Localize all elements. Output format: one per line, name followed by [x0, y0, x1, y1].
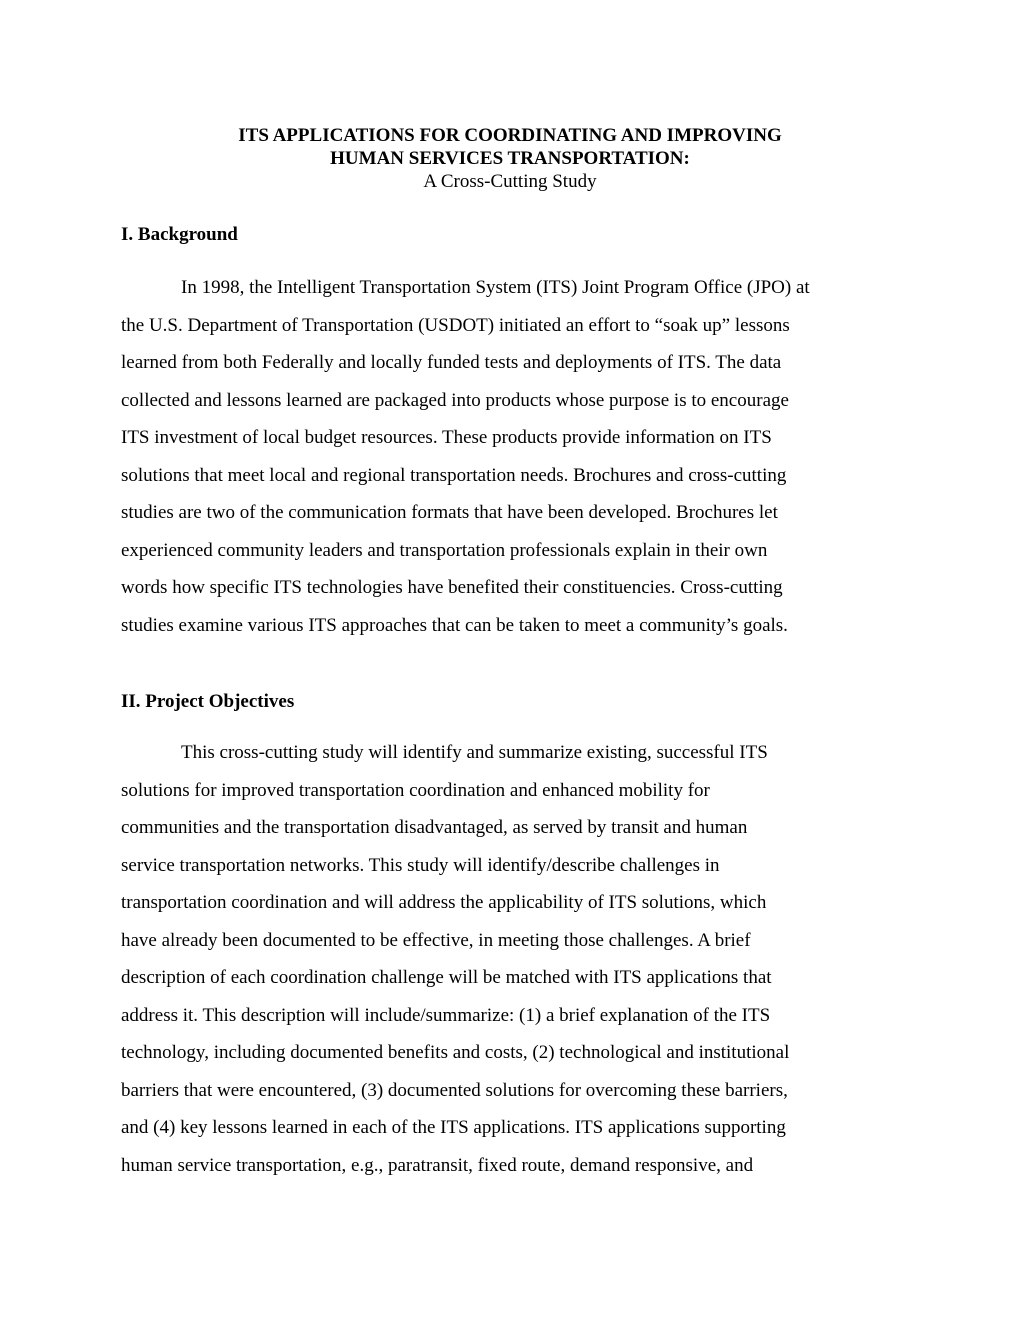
paragraph-line: words how specific ITS technologies have benefited their constituencies. Cross-cutting — [121, 577, 783, 598]
paragraph-line: transportation coordination and will address the applicability of ITS solutions, which — [121, 892, 767, 913]
paragraph-line: service transportation networks. This study will identify/describe challenges in — [121, 854, 720, 876]
paragraph-line: technology, including documented benefits and costs, (2) technological and institutional — [121, 1042, 790, 1063]
paragraph-line: solutions for improved transportation coordination and enhanced mobility for — [121, 779, 710, 801]
document-title-line-1: ITS APPLICATIONS FOR COORDINATING AND IMPROVING — [238, 125, 782, 146]
section-heading-background: I. Background — [121, 224, 238, 245]
document-title-block — [0, 124, 1020, 193]
paragraph-line: studies are two of the communication formats that have been developed. Brochures let — [121, 502, 778, 523]
paragraph-line: studies examine various ITS approaches that can be taken to meet a community’s goals. — [121, 614, 788, 636]
paragraph-line: learned from both Federally and locally funded tests and deployments of ITS. The data — [121, 352, 782, 373]
paragraph-line: and (4) key lessons learned in each of the ITS applications. ITS applications supporting — [121, 1117, 786, 1138]
paragraph-line: barriers that were encountered, (3) documented solutions for overcoming these barriers, — [121, 1079, 788, 1101]
document-title-line-2: HUMAN SERVICES TRANSPORTATION: — [330, 148, 690, 169]
paragraph-line: address it. This description will include/summarize: (1) a brief explanation of the ITS — [121, 1004, 771, 1026]
paragraph-line: solutions that meet local and regional transportation needs. Brochures and cross-cutting — [121, 464, 787, 486]
paragraph-line: have already been documented to be effective, in meeting those challenges. A brief — [121, 929, 751, 951]
document-subtitle: A Cross-Cutting Study — [423, 171, 597, 192]
paragraph-line: This cross-cutting study will identify and summarize existing, successful ITS — [181, 742, 768, 763]
paragraph-line: collected and lessons learned are packaged into products whose purpose is to encourage — [121, 389, 789, 411]
paragraph-line: experienced community leaders and transportation professionals explain in their own — [121, 539, 768, 561]
paragraph-line: description of each coordination challenge will be matched with ITS applications that — [121, 967, 772, 988]
section-heading-project-objectives: II. Project Objectives — [121, 691, 295, 712]
paragraph-line: In 1998, the Intelligent Transportation System (ITS) Joint Program Office (JPO) at — [181, 277, 810, 298]
paragraph-line: the U.S. Department of Transportation (USDOT) initiated an effort to “soak up” lessons — [121, 314, 790, 336]
paragraph-line: communities and the transportation disadvantaged, as served by transit and human — [121, 817, 748, 838]
paragraph-line: human service transportation, e.g., paratransit, fixed route, demand responsive, and — [121, 1154, 754, 1176]
paragraph-line: ITS investment of local budget resources. These products provide information on ITS — [121, 427, 772, 448]
